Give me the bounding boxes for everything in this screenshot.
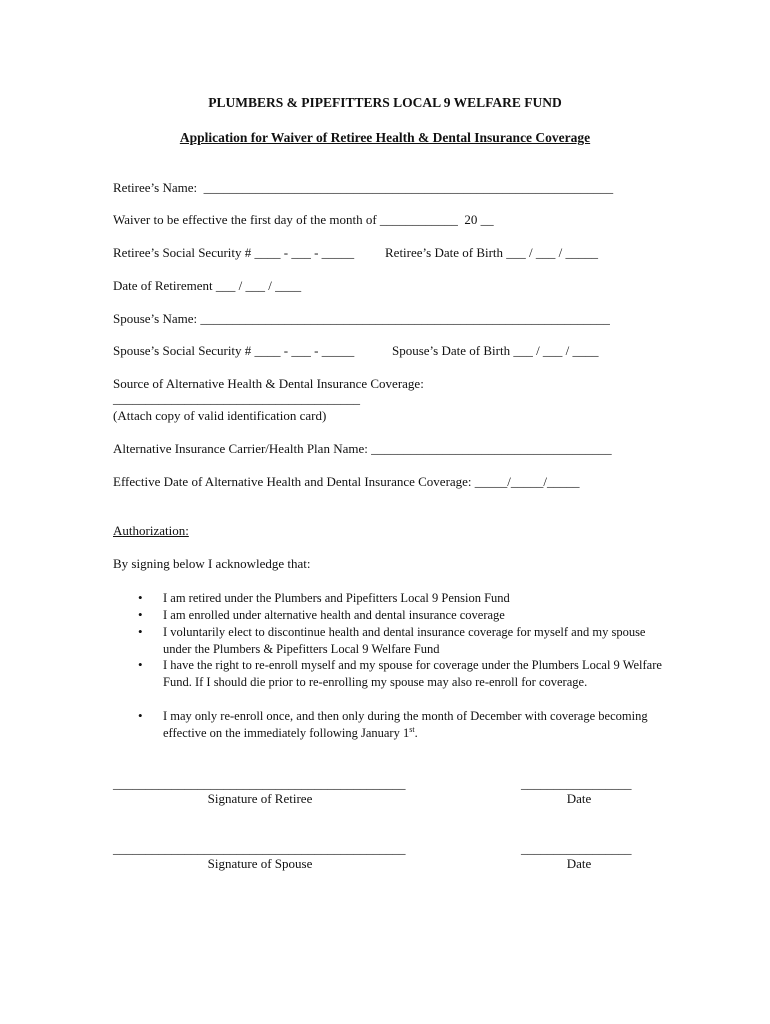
form-title: PLUMBERS & PIPEFITTERS LOCAL 9 WELFARE FUND	[208, 95, 562, 110]
effective-date-alt-field[interactable]: Effective Date of Alternative Health and Dental Insurance Coverage: _____/_____/_____	[113, 474, 580, 489]
spouse-signature-line[interactable]: _____________________________________________	[113, 841, 406, 856]
bullet-icon: •	[138, 590, 143, 605]
authorization-heading: Authorization:	[113, 523, 189, 538]
acknowledgement-item: I am retired under the Plumbers and Pipefitters Local 9 Pension Fund	[163, 591, 510, 605]
spouse-ssn-field[interactable]: Spouse’s Social Security # ____ - ___ - _____	[113, 343, 355, 358]
date-of-retirement-field[interactable]: Date of Retirement ___ / ___ / ____	[113, 278, 302, 293]
source-alt-coverage-line[interactable]: ______________________________________	[113, 391, 360, 406]
bullet-icon: •	[138, 624, 143, 639]
spouse-signature-label: Signature of Spouse	[207, 856, 313, 871]
bullet-icon: •	[138, 657, 143, 672]
acknowledgement-item: I am enrolled under alternative health and dental insurance coverage	[163, 608, 505, 622]
retiree-signature-label: Signature of Retiree	[207, 791, 313, 806]
retiree-name-field[interactable]: Retiree’s Name: _______________________________________________________________	[113, 180, 614, 195]
spouse-date-line[interactable]: _________________	[521, 841, 632, 856]
form-subtitle: Application for Waiver of Retiree Health & Dental Insurance Coverage	[179, 130, 591, 145]
superscript-st: st	[409, 724, 415, 734]
acknowledgement-item-text: I may only re-enroll once, and then only during the month of December with coverage becoming effective on the immediately following January 1	[163, 709, 648, 740]
carrier-name-field[interactable]: Alternative Insurance Carrier/Health Plan Name: _____________________________________	[113, 441, 612, 456]
acknowledgement-item: I have the right to re-enroll myself and my spouse for coverage under the Plumbers Local 9 Welfare Fund. If I should die prior to re-enrolling my spouse may also re-enroll for coverage.	[163, 658, 662, 689]
spouse-date-label: Date	[566, 856, 592, 871]
spouse-dob-field[interactable]: Spouse’s Date of Birth ___ / ___ / ____	[392, 343, 599, 358]
spouse-name-field[interactable]: Spouse’s Name: _______________________________________________________________	[113, 311, 610, 326]
retiree-dob-field[interactable]: Retiree’s Date of Birth ___ / ___ / _____	[385, 245, 599, 260]
bullet-icon: •	[138, 708, 143, 723]
retiree-signature-line[interactable]: _____________________________________________	[113, 776, 406, 791]
attach-id-note: (Attach copy of valid identification card)	[113, 408, 327, 423]
retiree-date-line[interactable]: _________________	[521, 776, 632, 791]
retiree-date-label: Date	[566, 791, 592, 806]
source-alt-coverage-label: Source of Alternative Health & Dental Insurance Coverage:	[113, 376, 424, 391]
bullet-icon: •	[138, 607, 143, 622]
waiver-effective-field[interactable]: Waiver to be effective the first day of the month of ____________ 20 __	[113, 212, 494, 227]
acknowledgement-item-period: .	[414, 725, 418, 740]
acknowledgement-item-last	[163, 708, 673, 741]
authorization-intro: By signing below I acknowledge that:	[113, 556, 311, 571]
retiree-ssn-field[interactable]: Retiree’s Social Security # ____ - ___ - _____	[113, 245, 355, 260]
acknowledgement-item: I voluntarily elect to discontinue health and dental insurance coverage for myself and my spouse under the Plumbers & Pipefitters Local 9 Welfare Fund	[163, 625, 646, 656]
